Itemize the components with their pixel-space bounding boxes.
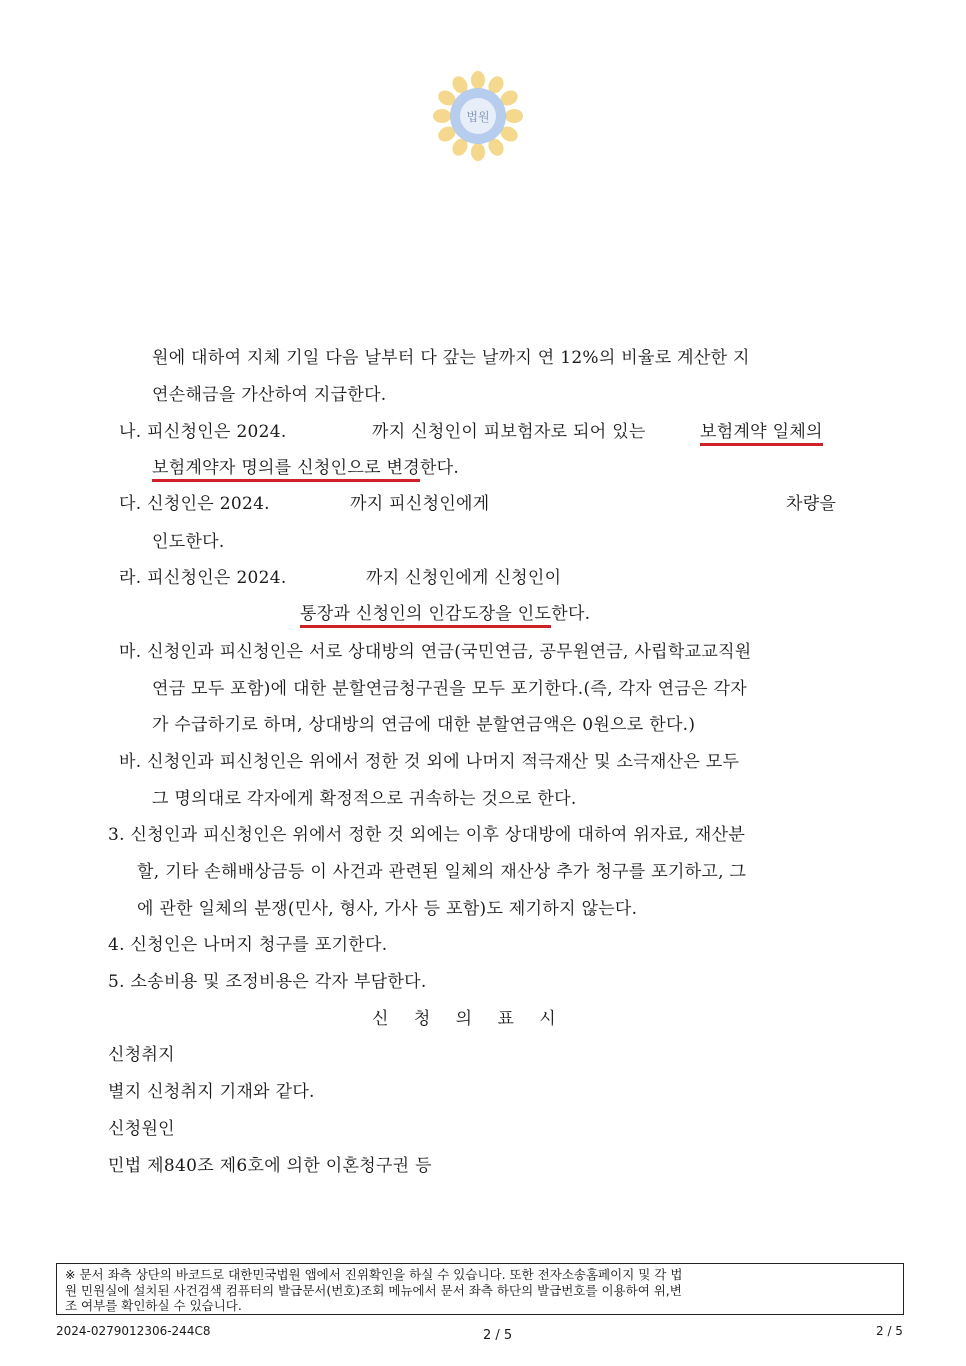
underlined-line: 보험계약자 명의를 신청인으로 변경한다.	[152, 456, 459, 480]
item-5: 5. 소송비용 및 조정비용은 각자 부담한다.	[108, 972, 427, 992]
court-seal	[432, 70, 524, 162]
clause-da-mid: 까지 피신청인에게	[350, 494, 490, 514]
clause-da: 다. 신청인은 2024.	[119, 494, 270, 514]
svg-text:법원: 법원	[466, 110, 490, 124]
text-line: 민법 제840조 제6호에 의한 이혼청구권 등	[108, 1156, 432, 1176]
item-4: 4. 신청인은 나머지 청구를 포기한다.	[108, 935, 388, 955]
heading-sincheong-wonin: 신청원인	[108, 1119, 175, 1139]
text-line: 별지 신청취지 기재와 같다.	[108, 1082, 315, 1102]
text-line: 그 명의대로 각자에게 확정적으로 귀속하는 것으로 한다.	[152, 789, 577, 809]
text-line: 연금 모두 포함)에 대한 분할연금청구권을 모두 포기한다.(즉, 각자 연금은 각자	[152, 679, 747, 699]
text-line: 인도한다.	[152, 532, 225, 552]
clause-da-right: 차량을	[786, 494, 837, 514]
underlined-line: 통장과 신청인의 인감도장을 인도한다.	[300, 602, 590, 626]
section-title: 신 청 의 표 시	[372, 1009, 566, 1029]
text-line: 원에 대하여 지체 기일 다음 날부터 다 갚는 날까지 연 12%의 비율로 계산한 지	[152, 348, 750, 368]
text-line: 가 수급하기로 하며, 상대방의 연금에 대한 분할연금액은 0원으로 한다.)	[152, 715, 696, 735]
notice-line: ※ 문서 좌측 상단의 바코드로 대한민국법원 앱에서 진위확인을 하실 수 있습니다. 또한 전자소송홈페이지 및 각 법	[65, 1267, 683, 1282]
clause-ra-mid: 까지 신청인에게 신청인이	[366, 568, 562, 588]
item-3: 3. 신청인과 피신청인은 위에서 정한 것 외에는 이후 상대방에 대하여 위자료, 재산분	[108, 825, 746, 845]
text-line: 에 관한 일체의 분쟁(민사, 형사, 가사 등 포함)도 제기하지 않는다.	[137, 899, 638, 919]
clause-ma: 마. 신청인과 피신청인은 서로 상대방의 연금(국민연금, 공무원연금, 사립학교교직원	[119, 642, 752, 662]
verification-notice	[56, 1263, 904, 1315]
text-line: 할, 기타 손해배상금등 이 사건과 관련된 일체의 재산상 추가 청구를 포기하고, 그	[137, 862, 747, 882]
text-line: 연손해금을 가산하여 지급한다.	[152, 385, 387, 405]
page-number-right: 2 / 5	[876, 1324, 903, 1338]
clause-na: 나. 피신청인은 2024.	[119, 422, 287, 442]
clause-ba: 바. 신청인과 피신청인은 위에서 정한 것 외에 나머지 적극재산 및 소극재산은 모두	[119, 752, 740, 772]
heading-sincheong-chwiji: 신청취지	[108, 1045, 175, 1065]
document-number: 2024-0279012306-244C8	[56, 1324, 211, 1338]
clause-ra: 라. 피신청인은 2024.	[119, 568, 287, 588]
underlined-text: 보험계약 일체의	[700, 420, 823, 444]
clause-na-mid: 까지 신청인이 피보험자로 되어 있는	[372, 422, 646, 442]
notice-line: 조 여부를 확인하실 수 있습니다.	[65, 1298, 242, 1313]
page-number-center: 2 / 5	[483, 1328, 513, 1343]
notice-line: 원 민원실에 설치된 사건검색 컴퓨터의 발급문서(번호)조회 메뉴에서 문서 좌측 하단의 발급번호를 이용하여 위,변	[65, 1282, 682, 1298]
